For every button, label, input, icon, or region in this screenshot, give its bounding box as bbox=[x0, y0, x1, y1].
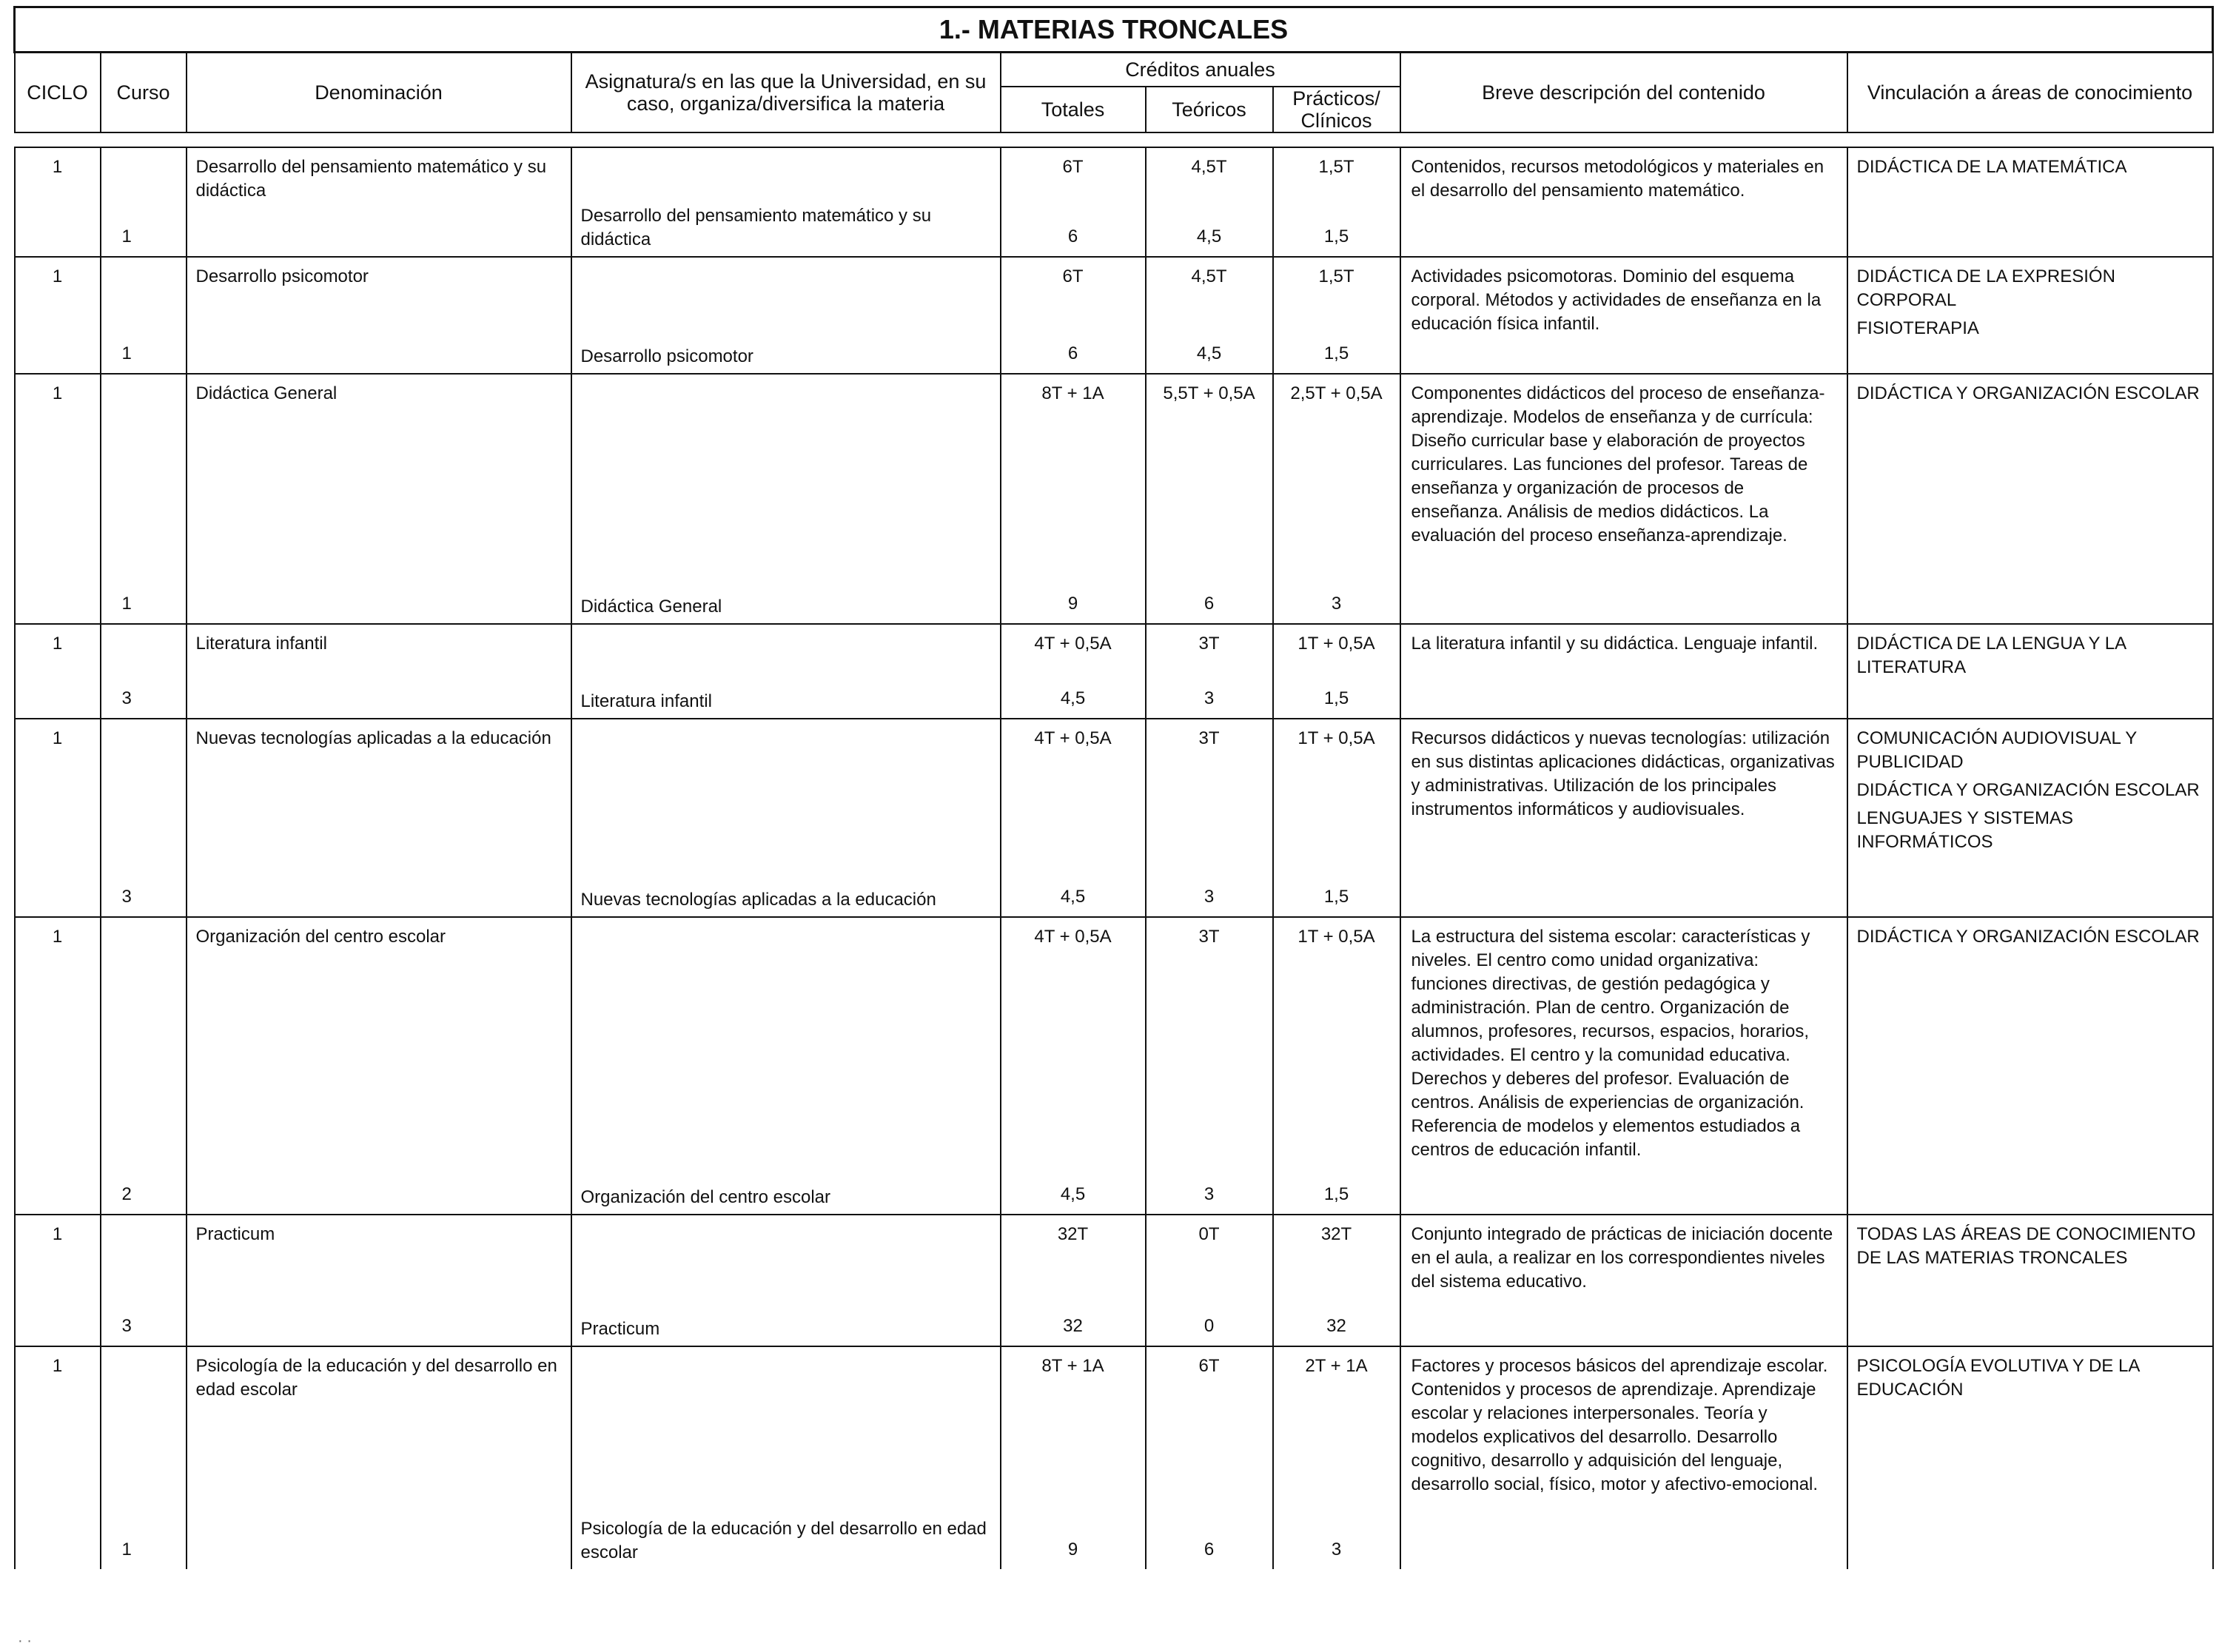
cell-descripcion: La estructura del sistema escolar: características y niveles. El centro como unidad organizativa: funciones directivas, de gestión pedagógica y administración. Plan de centro. Organización de alumnos, profesores, recursos, espacios, horarios, actividades. El centro y la comunidad educativa. Derechos y deberes del profesor. Evaluación de centros. Análisis de experiencias de organización. Referencia de modelos y elementos estudiados a centros de educación infantil. bbox=[1400, 917, 1847, 1215]
cell-teoricos: 4,5T 4,5 bbox=[1146, 257, 1273, 374]
areas-list bbox=[1848, 719, 2212, 863]
cell-ciclo: 1 bbox=[15, 257, 101, 374]
cell-practicos: 32T 32 bbox=[1273, 1215, 1400, 1346]
scan-artifact: · · bbox=[18, 1633, 32, 1649]
cell-ciclo: 1 bbox=[15, 917, 101, 1215]
cell-vinculacion bbox=[1847, 917, 2213, 1215]
cell-descripcion: Conjunto integrado de prácticas de iniciación docente en el aula, a realizar en los correspondientes niveles del sistema educativo. bbox=[1400, 1215, 1847, 1346]
header-ciclo: CICLO bbox=[15, 53, 101, 133]
cell-curso: 3 bbox=[101, 624, 187, 719]
cell-denominacion: Desarrollo psicomotor bbox=[187, 257, 571, 374]
table-body bbox=[15, 147, 2213, 1569]
cell-ciclo: 1 bbox=[15, 719, 101, 917]
area-item: FISIOTERAPIA bbox=[1856, 318, 1979, 338]
area-item: DIDÁCTICA DE LA MATEMÁTICA bbox=[1856, 157, 2127, 177]
cell-practicos: 2T + 1A 3 bbox=[1273, 1346, 1400, 1569]
cell-descripcion: Recursos didácticos y nuevas tecnologías: utilización en sus distintas aplicaciones didácticas, organizativas y administrativas. Utilización de los principales instrumentos informáticos y audiovisuales. bbox=[1400, 719, 1847, 917]
cell-denominacion: Literatura infantil bbox=[187, 624, 571, 719]
cell-vinculacion bbox=[1847, 374, 2213, 624]
document-page bbox=[13, 6, 2212, 1569]
materias-table bbox=[13, 6, 2214, 1569]
cell-vinculacion bbox=[1847, 257, 2213, 374]
cell-curso: 1 bbox=[101, 374, 187, 624]
cell-asignatura: Organización del centro escolar bbox=[571, 917, 1001, 1215]
header-gap bbox=[15, 132, 2213, 147]
cell-teoricos: 3T 3 bbox=[1146, 624, 1273, 719]
cell-practicos: 1T + 0,5A 1,5 bbox=[1273, 719, 1400, 917]
cell-ciclo: 1 bbox=[15, 147, 101, 257]
table-title: 1.- MATERIAS TRONCALES bbox=[15, 7, 2213, 53]
cell-vinculacion bbox=[1847, 1215, 2213, 1346]
cell-teoricos: 3T 3 bbox=[1146, 917, 1273, 1215]
cell-denominacion: Desarrollo del pensamiento matemático y su didáctica bbox=[187, 147, 571, 257]
cell-totales: 6T 6 bbox=[1001, 147, 1146, 257]
area-item: DIDÁCTICA Y ORGANIZACIÓN ESCOLAR bbox=[1856, 927, 2200, 947]
cell-totales: 32T 32 bbox=[1001, 1215, 1146, 1346]
cell-teoricos: 3T 3 bbox=[1146, 719, 1273, 917]
header-curso: Curso bbox=[101, 53, 187, 133]
cell-curso: 3 bbox=[101, 1215, 187, 1346]
cell-practicos: 1,5T 1,5 bbox=[1273, 257, 1400, 374]
cell-denominacion: Psicología de la educación y del desarrollo en edad escolar bbox=[187, 1346, 571, 1569]
cell-totales: 8T + 1A 9 bbox=[1001, 374, 1146, 624]
cell-vinculacion bbox=[1847, 624, 2213, 719]
cell-totales: 4T + 0,5A 4,5 bbox=[1001, 719, 1146, 917]
cell-teoricos: 0T 0 bbox=[1146, 1215, 1273, 1346]
cell-practicos: 1,5T 1,5 bbox=[1273, 147, 1400, 257]
header-asignatura: Asignatura/s en las que la Universidad, en su caso, organiza/diversifica la materia bbox=[571, 53, 1001, 133]
area-item: DIDÁCTICA Y ORGANIZACIÓN ESCOLAR bbox=[1856, 780, 2200, 800]
area-item: TODAS LAS ÁREAS DE CONOCIMIENTO DE LAS MATERIAS TRONCALES bbox=[1856, 1224, 2196, 1268]
cell-curso: 2 bbox=[101, 917, 187, 1215]
areas-list bbox=[1848, 625, 2212, 688]
cell-curso: 1 bbox=[101, 1346, 187, 1569]
area-item: DIDÁCTICA Y ORGANIZACIÓN ESCOLAR bbox=[1856, 383, 2200, 403]
cell-denominacion: Organización del centro escolar bbox=[187, 917, 571, 1215]
cell-teoricos: 6T 6 bbox=[1146, 1346, 1273, 1569]
cell-teoricos: 4,5T 4,5 bbox=[1146, 147, 1273, 257]
cell-descripcion: Componentes didácticos del proceso de enseñanza-aprendizaje. Modelos de enseñanza y de currícula: Diseño curricular base y elaboración de proyectos curriculares. Las funciones del profesor. Tareas de enseñanza y organización de procesos de enseñanza. Análisis de medios didácticos. La evaluación del proceso enseñanza-aprendizaje. bbox=[1400, 374, 1847, 624]
cell-totales: 4T + 0,5A 4,5 bbox=[1001, 917, 1146, 1215]
cell-asignatura: Literatura infantil bbox=[571, 624, 1001, 719]
cell-totales: 4T + 0,5A 4,5 bbox=[1001, 624, 1146, 719]
cell-vinculacion bbox=[1847, 147, 2213, 257]
cell-ciclo: 1 bbox=[15, 624, 101, 719]
cell-curso: 3 bbox=[101, 719, 187, 917]
cell-denominacion: Didáctica General bbox=[187, 374, 571, 624]
areas-list bbox=[1848, 375, 2212, 414]
cell-ciclo: 1 bbox=[15, 1346, 101, 1569]
cell-descripcion: La literatura infantil y su didáctica. Lenguaje infantil. bbox=[1400, 624, 1847, 719]
cell-totales: 8T + 1A 9 bbox=[1001, 1346, 1146, 1569]
cell-descripcion: Contenidos, recursos metodológicos y materiales en el desarrollo del pensamiento matemático. bbox=[1400, 147, 1847, 257]
cell-vinculacion bbox=[1847, 1346, 2213, 1569]
cell-denominacion: Nuevas tecnologías aplicadas a la educación bbox=[187, 719, 571, 917]
cell-curso: 1 bbox=[101, 147, 187, 257]
header-totales: Totales bbox=[1001, 87, 1146, 132]
cell-asignatura: Psicología de la educación y del desarrollo en edad escolar bbox=[571, 1346, 1001, 1569]
header-creditos: Créditos anuales bbox=[1001, 53, 1400, 87]
cell-descripcion: Factores y procesos básicos del aprendizaje escolar. Contenidos y procesos de aprendizaje. Aprendizaje escolar y relaciones interpersonales. Teoría y modelos explicativos del desarrollo. Desarrollo cognitivo, desarrollo y adquisición del lenguaje, desarrollo social, físico, motor y afectivo-emocional. bbox=[1400, 1346, 1847, 1569]
areas-list bbox=[1848, 1347, 2212, 1411]
cell-ciclo: 1 bbox=[15, 1215, 101, 1346]
cell-practicos: 2,5T + 0,5A 3 bbox=[1273, 374, 1400, 624]
header-descripcion: Breve descripción del contenido bbox=[1400, 53, 1847, 133]
cell-asignatura: Desarrollo psicomotor bbox=[571, 257, 1001, 374]
cell-curso: 1 bbox=[101, 257, 187, 374]
area-item: COMUNICACIÓN AUDIOVISUAL Y PUBLICIDAD bbox=[1856, 728, 2137, 772]
area-item: LENGUAJES Y SISTEMAS INFORMÁTICOS bbox=[1856, 808, 2074, 852]
areas-list bbox=[1848, 258, 2212, 349]
header-practicos: Prácticos/ Clínicos bbox=[1273, 87, 1400, 132]
cell-asignatura: Nuevas tecnologías aplicadas a la educación bbox=[571, 719, 1001, 917]
cell-practicos: 1T + 0,5A 1,5 bbox=[1273, 624, 1400, 719]
cell-asignatura: Desarrollo del pensamiento matemático y su didáctica bbox=[571, 147, 1001, 257]
header-denominacion: Denominación bbox=[187, 53, 571, 133]
cell-teoricos: 5,5T + 0,5A 6 bbox=[1146, 374, 1273, 624]
areas-list bbox=[1848, 1215, 2212, 1279]
cell-asignatura: Practicum bbox=[571, 1215, 1001, 1346]
cell-asignatura: Didáctica General bbox=[571, 374, 1001, 624]
cell-denominacion: Practicum bbox=[187, 1215, 571, 1346]
areas-list bbox=[1848, 148, 2212, 188]
areas-list bbox=[1848, 918, 2212, 958]
cell-totales: 6T 6 bbox=[1001, 257, 1146, 374]
header-teoricos: Teóricos bbox=[1146, 87, 1273, 132]
cell-descripcion: Actividades psicomotoras. Dominio del esquema corporal. Métodos y actividades de enseñanza en la educación física infantil. bbox=[1400, 257, 1847, 374]
area-item: DIDÁCTICA DE LA EXPRESIÓN CORPORAL bbox=[1856, 266, 2115, 310]
header-vinculacion: Vinculación a áreas de conocimiento bbox=[1847, 53, 2213, 133]
area-item: PSICOLOGÍA EVOLUTIVA Y DE LA EDUCACIÓN bbox=[1856, 1356, 2140, 1400]
cell-practicos: 1T + 0,5A 1,5 bbox=[1273, 917, 1400, 1215]
cell-ciclo: 1 bbox=[15, 374, 101, 624]
cell-vinculacion bbox=[1847, 719, 2213, 917]
area-item: DIDÁCTICA DE LA LENGUA Y LA LITERATURA bbox=[1856, 634, 2126, 677]
